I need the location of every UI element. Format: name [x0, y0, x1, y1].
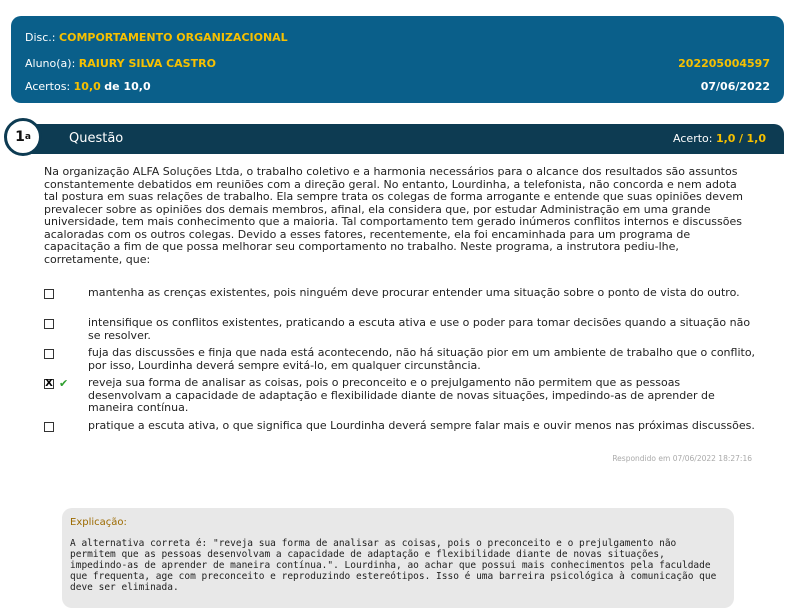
score-total: de 10,0 [104, 80, 151, 93]
option-text: fuja das discussões e finja que nada está acontecendo, não há situação pior em um ambiente de trabalho que o conflito, por isso, Lourdinha deverá sempre evitá-lo, em qualquer circunstância. [88, 346, 756, 372]
option-text: reveja sua forma de analisar as coisas, pois o preconceito e o prejulgamento não permitem que as pessoas desenvolvam a capacidade de adaptação e flexibilidade diante de novas situações, impedindo-as de aprender de maneira contínua. [88, 376, 715, 414]
score-value: 10,0 [73, 80, 101, 93]
option-checkbox[interactable] [44, 422, 54, 432]
question-score-max: 1,0 [746, 132, 766, 145]
question-score-value: 1,0 [715, 132, 736, 145]
option-checkbox[interactable] [44, 349, 54, 359]
student-id: 202205004597 [678, 57, 770, 70]
score-label: Acertos: [25, 80, 71, 93]
question-title: Questão [69, 131, 124, 146]
option-text: mantenha as crenças existentes, pois ninguém deve procurar entender uma situação sobre o ponto de vista do outro. [88, 286, 740, 299]
score-row [25, 80, 770, 93]
student-name: RAIURY SILVA CASTRO [78, 57, 216, 70]
discipline-value: COMPORTAMENTO ORGANIZACIONAL [59, 31, 288, 44]
explanation-text: A alternativa correta é: "reveja sua forma de analisar as coisas, pois o preconceito e o prejulgamento não permitem que as pessoas desenvolvam a capacidade de adaptação e flexibilidade diante de novas situações, impedindo-as de aprender de maneira contínua.". Lourdinha, ao achar que possui mais conhecimentos pela faculdade que frequenta, age com preconceito e reproduzindo estereótipos. Isso é uma barreira psicológica à comunicação que deve ser eliminada. [70, 538, 717, 593]
option-text: pratique a escuta ativa, o que significa que Lourdinha deverá sempre falar mais e ouvir menos nas próximas discussões. [88, 419, 755, 432]
question-number-sup: a [24, 132, 31, 142]
question-bar [19, 124, 784, 154]
discipline-label: Disc.: [25, 31, 56, 44]
discipline-row [25, 31, 770, 44]
question-score [673, 132, 766, 145]
option-checkbox[interactable] [44, 319, 54, 329]
exam-date: 07/06/2022 [700, 80, 770, 93]
explanation-title: Explicação: [70, 517, 127, 528]
explanation-panel [62, 508, 734, 608]
student-label: Aluno(a): [25, 57, 76, 70]
question-stem: Na organização ALFA Soluções Ltda, o trabalho coletivo e a harmonia necessários para o alcance dos resultados são assuntos constantemente debatidos em reuniões com a direção geral. No entanto, Lourdinha, a telefonista, não concorda e nem adota tal postura em suas relações de trabalho. Ela sempre trata os colegas de forma arrogante e entende que suas opiniões devem prevalecer sobre as opiniões dos demais membros, afinal, ela considera que, por estudar Administração em uma grande universidade, tem mais conhecimento que a maioria. Tal comportamento tem gerado inúmeros conflitos internos e discussões acaloradas com os outros colegas. Devido a esses fatores, recentemente, ela foi encaminhada para um programa de capacitação a fim de que possa melhorar seu comportamento no trabalho. Neste programa, a instrutora pediu-lhe, corretamente, que: [44, 165, 744, 266]
answered-timestamp: Respondido em 07/06/2022 18:27:16 [612, 454, 752, 463]
correct-check-icon: ✔ [59, 377, 69, 390]
option-checkbox[interactable]: X [45, 378, 53, 389]
header-panel [11, 16, 784, 103]
option-text: intensifique os conflitos existentes, praticando a escuta ativa e use o poder para tomar decisões quando a situação não se resolver. [88, 316, 751, 342]
question-score-label: Acerto: [673, 132, 713, 145]
question-number-badge [4, 118, 42, 156]
student-row [25, 57, 770, 70]
question-score-sep: / [738, 132, 743, 145]
question-number: 1 [15, 129, 25, 145]
option-checkbox[interactable] [44, 289, 54, 299]
